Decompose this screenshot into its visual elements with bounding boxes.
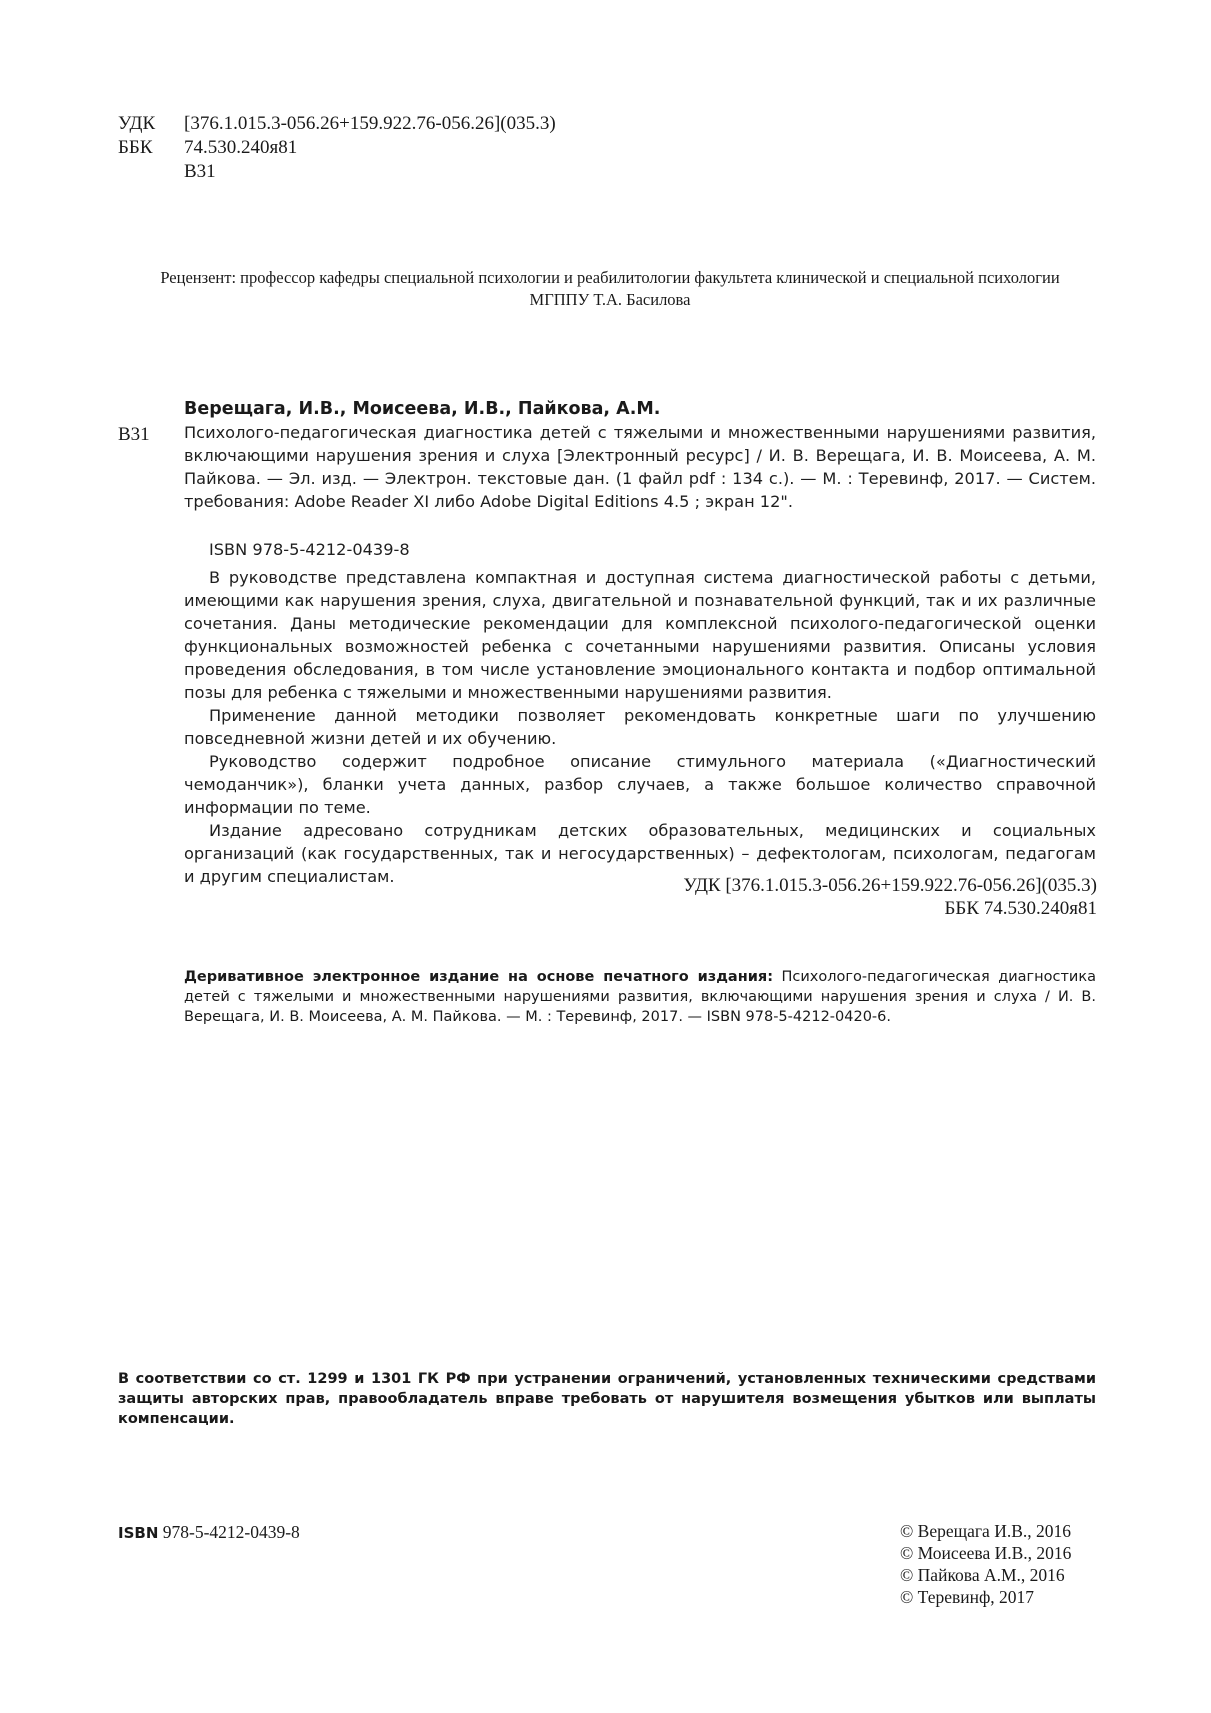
- udk-label: УДК: [118, 113, 156, 134]
- derivative-text: Психолого-педагогическая диагностика детей с тяжелыми и множественными нарушениями развития, включающими нарушения зрения и слуха / И. В. Верещага, И. В. Моисеева, А. М. Пайкова. — М. : Теревинф, 2017. — ISBN 978-5-4212-0420-6.: [184, 969, 1096, 1025]
- copyright-line: © Теревинф, 2017: [900, 1587, 1035, 1607]
- copyright-line: © Моисеева И.В., 2016: [900, 1543, 1072, 1563]
- udk-value: [376.1.015.3-056.26+159.922.76-056.26](035.3): [184, 113, 556, 134]
- bbk-value: 74.530.240я81: [184, 137, 298, 158]
- abstract: [184, 566, 1096, 888]
- copyright-line: © Верещага И.В., 2016: [900, 1521, 1072, 1541]
- abstract-paragraph: Руководство содержит подробное описание стимульного материала («Диагностический чемоданчик»), бланки учета данных, разбор случаев, а также большое количество справочной информации по теме.: [184, 752, 1096, 817]
- copyright-line: © Пайкова А.М., 2016: [900, 1565, 1065, 1585]
- classification-header: [118, 112, 556, 184]
- record-mark: В31: [118, 424, 150, 445]
- derivative-edition-note: [184, 967, 1096, 1027]
- abstract-paragraph: Издание адресовано сотрудникам детских образовательных, медицинских и социальных организаций (как государственных, так и негосударственных) – дефектологам, психологам, педагогам и другим специалистам.: [184, 821, 1096, 886]
- record-description: Психолого-педагогическая диагностика детей с тяжелыми и множественными нарушениями развития, включающими нарушения зрения и слуха [Электронный ресурс] / И. В. Верещага, И. В. Моисеева, А. М. Пайкова. — Эл. изд. — Электрон. текстовые дан. (1 файл pdf : 134 с.). — М. : Теревинф, 2017. — Систем. требования: Adobe Reader XI либо Adobe Digital Editions 4.5 ; экран 12".: [184, 423, 1096, 511]
- record-authors: Верещага, И.В., Моисеева, И.В., Пайкова, А.М.: [184, 399, 661, 419]
- udk-row: [118, 112, 556, 136]
- author-mark: В31: [184, 161, 216, 182]
- reviewer-note: Рецензент: профессор кафедры специальной психологии и реабилитологии факультета клинической и специальной психологии МГППУ Т.А. Басилова: [160, 268, 1060, 309]
- abstract-paragraph: Применение данной методики позволяет рекомендовать конкретные шаги по улучшению повседневной жизни детей и их обучению.: [184, 706, 1096, 748]
- classification-bottom: [683, 874, 1097, 920]
- record-isbn: ISBN 978-5-4212-0439-8: [209, 540, 410, 559]
- derivative-label: Деривативное электронное издание на основе печатного издания:: [184, 969, 773, 985]
- footer-isbn: [118, 1522, 300, 1543]
- copyright-block: [900, 1520, 1071, 1608]
- legal-notice: В соответствии со ст. 1299 и 1301 ГК РФ при устранении ограничений, установленных техническими средствами защиты авторских прав, правообладатель вправе требовать от нарушителя возмещения убытков или выплаты компенсации.: [118, 1371, 1096, 1427]
- udk-bottom: УДК [376.1.015.3-056.26+159.922.76-056.26](035.3): [683, 875, 1097, 896]
- bbk-label: ББК: [118, 137, 153, 158]
- author-mark-row: [118, 160, 556, 184]
- bbk-row: [118, 136, 556, 160]
- footer-isbn-label: ISBN: [118, 1524, 159, 1542]
- footer-isbn-value: 978-5-4212-0439-8: [158, 1522, 300, 1542]
- abstract-paragraph: В руководстве представлена компактная и доступная система диагностической работы с детьми, имеющими как нарушения зрения, слуха, двигательной и познавательной функций, так и их различные сочетания. Даны методические рекомендации для комплексной психолого-педагогической оценки функциональных возможностей ребенка с сочетанными нарушениями развития. Описаны условия проведения обследования, в том числе установление эмоционального контакта и подбор оптимальной позы для ребенка с тяжелыми и множественными нарушениями развития.: [184, 568, 1096, 702]
- bbk-bottom: ББК 74.530.240я81: [944, 898, 1097, 919]
